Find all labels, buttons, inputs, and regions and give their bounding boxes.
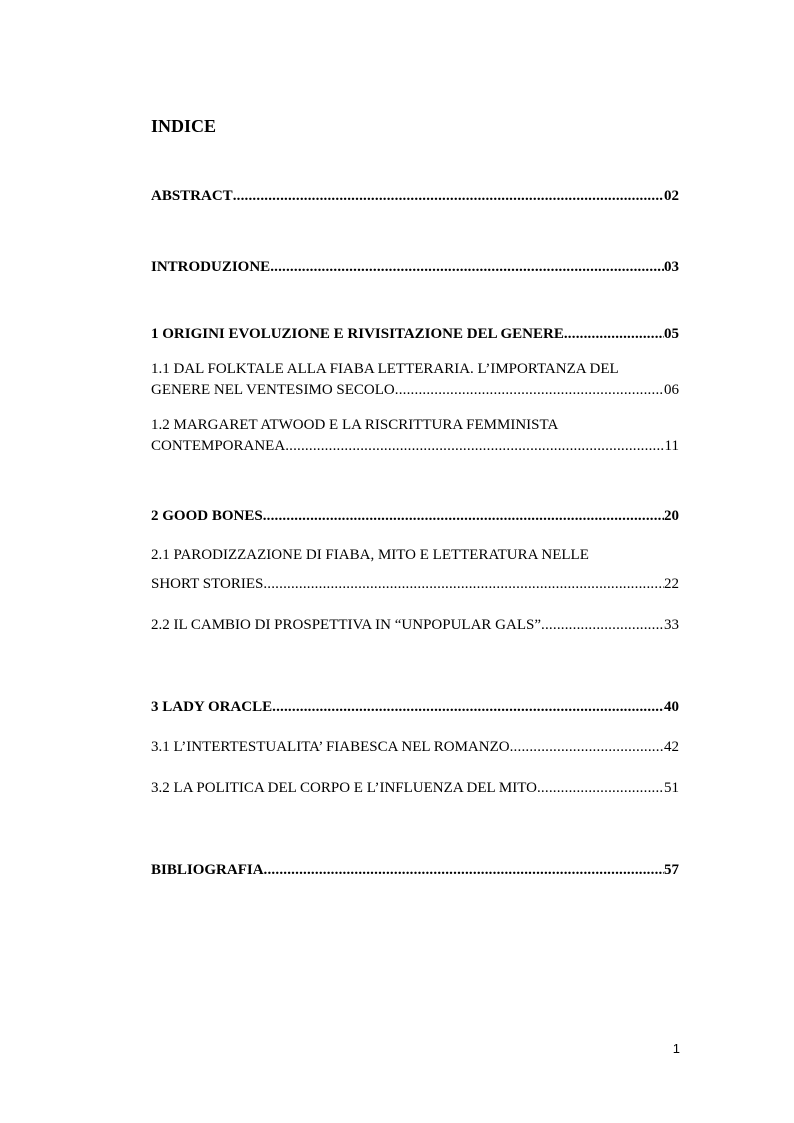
toc-entry-section-1-2[interactable]: [151, 437, 679, 455]
toc-entry-label: 3.1 L’INTERTESTUALITA’ FIABESCA NEL ROMANZO: [151, 739, 510, 755]
toc-entry-chapter-3[interactable]: [151, 698, 679, 716]
dot-leader: [510, 738, 664, 756]
toc-entry-label: 2.2 IL CAMBIO DI PROSPETTIVA IN “UNPOPULAR GALS”: [151, 617, 542, 633]
toc-entry-page: 51: [664, 780, 679, 796]
toc-entry-label: 1 ORIGINI EVOLUZIONE E RIVISITAZIONE DEL GENERE: [151, 326, 564, 342]
dot-leader: [537, 779, 664, 797]
toc-entry-page: 06: [664, 382, 679, 398]
toc-entry-section-3-2[interactable]: [151, 779, 679, 797]
toc-entry-label: BIBLIOGRAFIA: [151, 862, 264, 878]
dot-leader: [285, 437, 664, 455]
toc-entry-section-1-1-line1: 1.1 DAL FOLKTALE ALLA FIABA LETTERARIA. L’IMPORTANZA DEL: [151, 361, 619, 377]
toc-entry-label: INTRODUZIONE: [151, 259, 271, 275]
toc-entry-label: CONTEMPORANEA: [151, 438, 286, 454]
toc-entry-page: 40: [664, 699, 679, 715]
toc-entry-section-1-1[interactable]: [151, 381, 679, 399]
dot-leader: [263, 575, 664, 593]
toc-entry-page: 57: [664, 862, 679, 878]
toc-heading: INDICE: [151, 116, 217, 136]
toc-entry-page: 11: [664, 438, 679, 454]
toc-entry-label: 2 GOOD BONES: [151, 508, 263, 524]
toc-entry-page: 20: [664, 508, 679, 524]
toc-entry-label: ABSTRACT: [151, 188, 233, 204]
dot-leader: [270, 258, 664, 276]
toc-entry-label: SHORT STORIES: [151, 576, 264, 592]
toc-entry-label: GENERE NEL VENTESIMO SECOLO: [151, 382, 395, 398]
toc-entry-abstract[interactable]: [151, 187, 679, 205]
dot-leader: [233, 187, 664, 205]
toc-entry-introduzione[interactable]: [151, 258, 679, 276]
toc-entry-page: 02: [664, 188, 679, 204]
toc-entry-section-1-2-line1: 1.2 MARGARET ATWOOD E LA RISCRITTURA FEMMINISTA: [151, 417, 559, 433]
toc-entry-label: 3.2 LA POLITICA DEL CORPO E L’INFLUENZA DEL MITO: [151, 780, 537, 796]
dot-leader: [264, 861, 664, 879]
toc-entry-section-2-1-line1: 2.1 PARODIZZAZIONE DI FIABA, MITO E LETTERATURA NELLE: [151, 547, 589, 563]
toc-entry-chapter-2[interactable]: [151, 507, 679, 525]
dot-leader: [395, 381, 664, 399]
toc-entry-page: 22: [664, 576, 679, 592]
toc-entry-page: 05: [664, 326, 679, 342]
dot-leader: [263, 507, 664, 525]
toc-entry-section-3-1[interactable]: [151, 738, 679, 756]
toc-entry-label: 3 LADY ORACLE: [151, 699, 273, 715]
page-number: 1: [672, 1041, 680, 1056]
toc-entry-page: 42: [664, 739, 679, 755]
toc-entry-bibliografia[interactable]: [151, 861, 679, 879]
toc-entry-page: 33: [664, 617, 679, 633]
dot-leader: [541, 616, 664, 634]
toc-entry-chapter-1[interactable]: [151, 325, 679, 343]
dot-leader: [564, 325, 664, 343]
dot-leader: [272, 698, 664, 716]
toc-entry-section-2-2[interactable]: [151, 616, 679, 634]
toc-entry-section-2-1[interactable]: [151, 575, 679, 593]
toc-entry-page: 03: [664, 259, 679, 275]
